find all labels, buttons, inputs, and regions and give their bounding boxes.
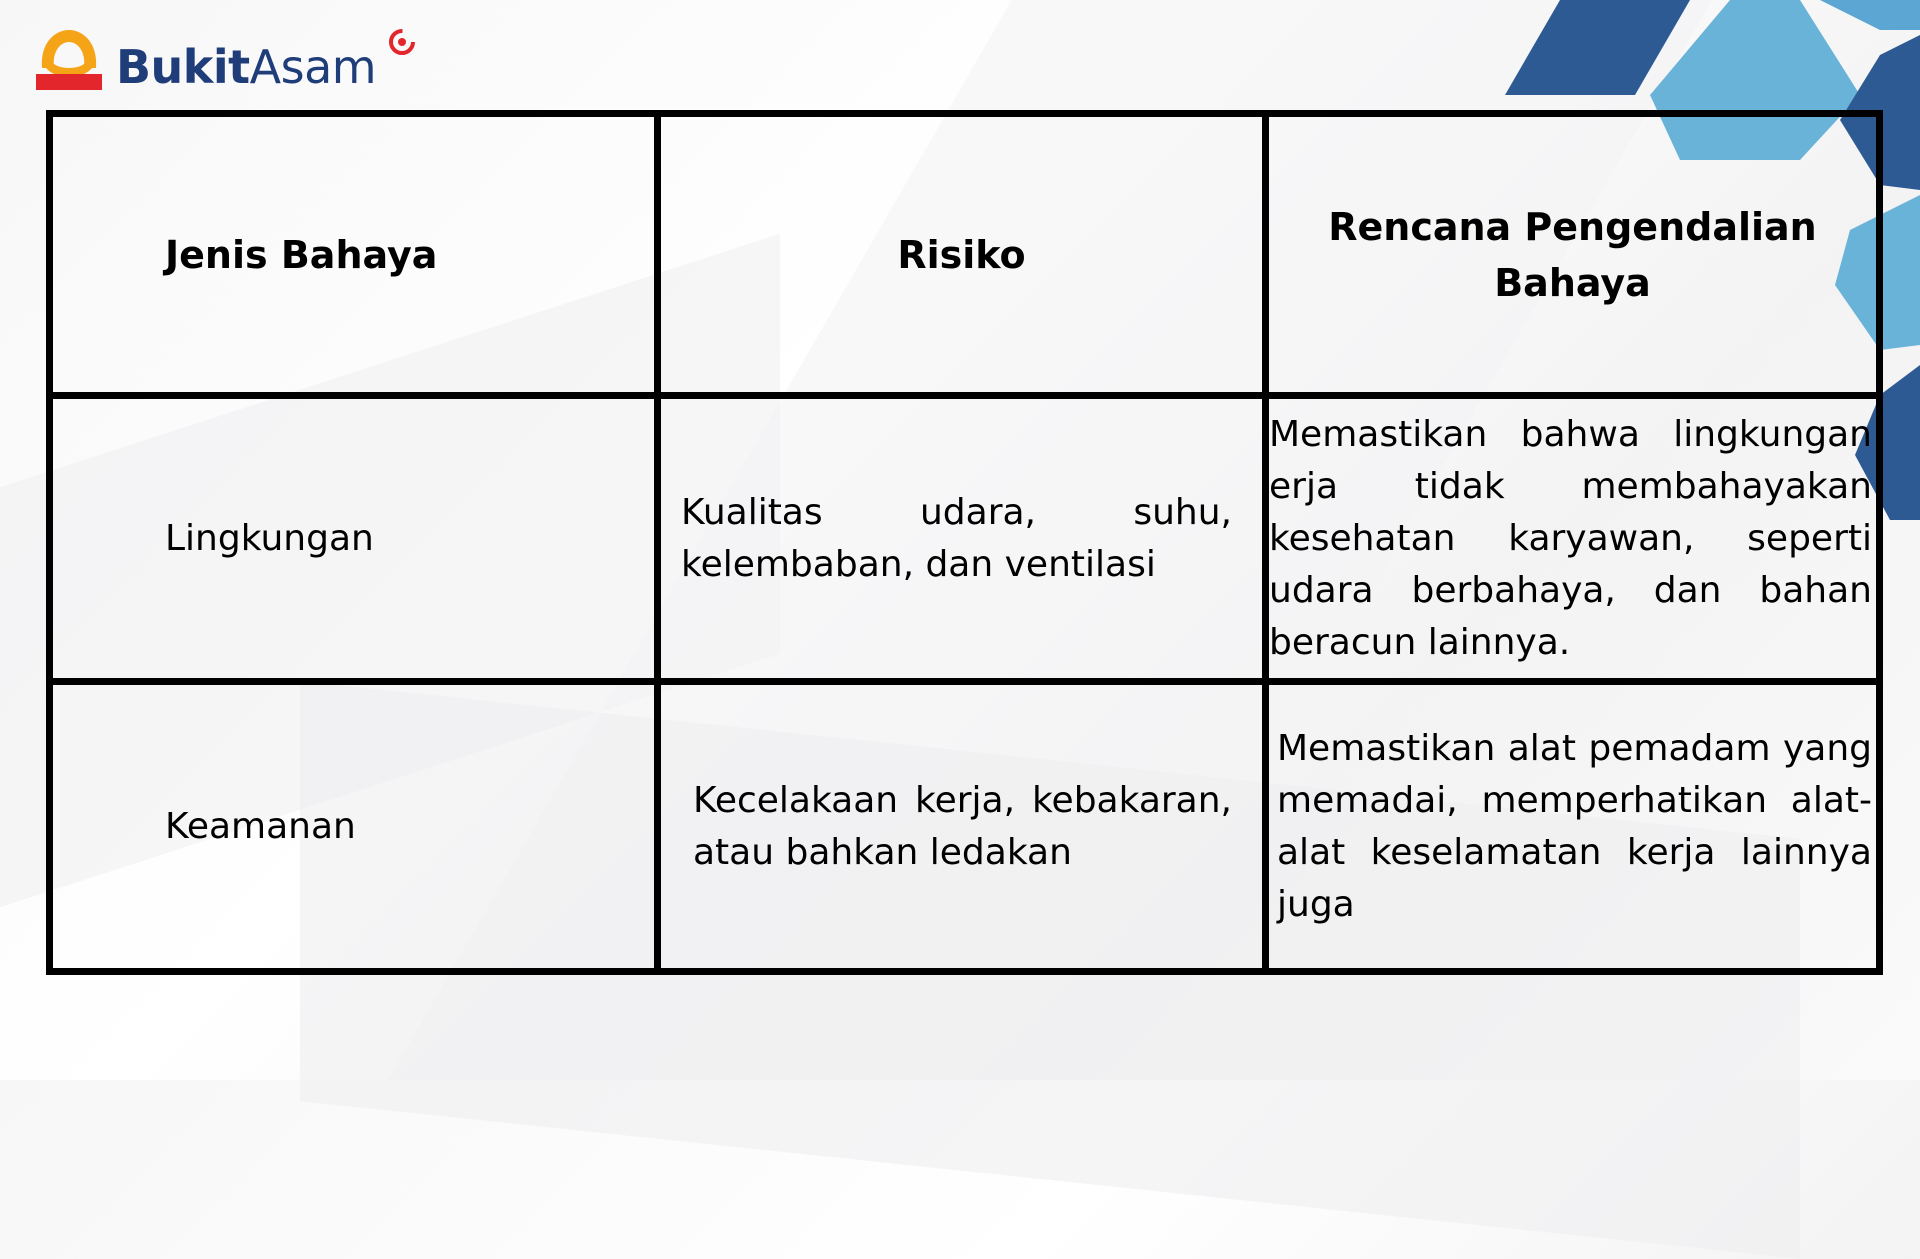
header-cell-rencana (1266, 114, 1880, 396)
cell-jenis (50, 682, 658, 972)
logo-swirl-icon (386, 26, 418, 58)
risiko-value: Kualitas udara, suhu, kelembaban, dan ventilasi (681, 491, 1232, 585)
table-header-row (50, 114, 1880, 396)
table-row (50, 682, 1880, 972)
table-row (50, 396, 1880, 682)
header-rencana-pengendalian: Rencana Pengendalian Bahaya (1328, 204, 1817, 305)
logo-mark-icon (34, 22, 104, 92)
logo-wordmark (116, 40, 377, 94)
risiko-value: Kecelakaan kerja, kebakaran, atau bahkan ledakan (693, 779, 1232, 873)
cell-jenis (50, 396, 658, 682)
header-risiko: Risiko (897, 232, 1026, 277)
hex-shape (1820, 0, 1920, 30)
logo-name-part1: Bukit (116, 40, 250, 94)
cell-risiko (658, 682, 1266, 972)
header-cell-risiko (658, 114, 1266, 396)
cell-rencana (1266, 396, 1880, 682)
logo-name-part2: Asam (249, 40, 377, 94)
rencana-value: Memastikan alat pemadam yang memadai, memperhatikan alat-alat keselamatan kerja lainnya juga (1277, 727, 1872, 925)
hazard-control-table (46, 110, 1883, 975)
cell-rencana (1266, 682, 1880, 972)
jenis-bahaya-value: Lingkungan (165, 517, 374, 559)
company-logo (34, 12, 418, 92)
rencana-value: Memastikan bahwa lingkungan erja tidak membahayakan kesehatan karyawan, seperti udara berbahaya, dan bahan beracun lainnya. (1269, 413, 1872, 663)
header-cell-jenis (50, 114, 658, 396)
cell-risiko (658, 396, 1266, 682)
header-jenis-bahaya: Jenis Bahaya (165, 232, 438, 277)
jenis-bahaya-value: Keamanan (165, 805, 356, 847)
